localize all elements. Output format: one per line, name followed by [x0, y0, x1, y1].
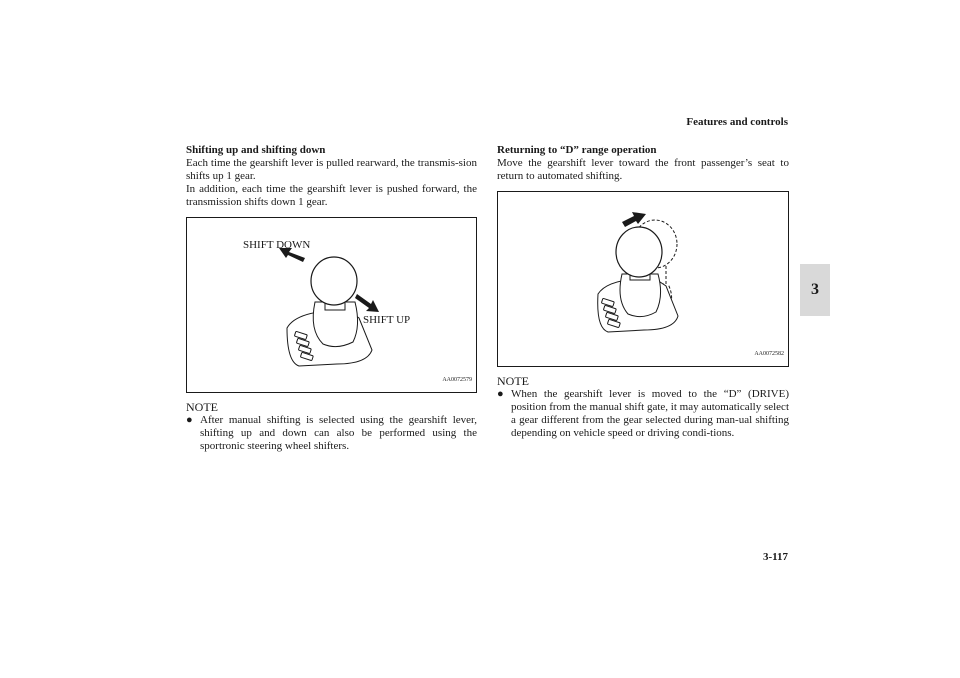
- figure-return-to-d: [497, 191, 789, 367]
- note-item: [497, 388, 789, 440]
- note-text: After manual shifting is selected using the gearshift lever, shifting up and down can also be performed using the sportronic steering wheel shifters.: [200, 414, 477, 452]
- figure-shift-up-down: [186, 217, 477, 393]
- left-column: [186, 144, 477, 453]
- section-heading-shifting: Shifting up and shifting down: [186, 144, 326, 156]
- paragraph: Each time the gearshift lever is pulled rearward, the transmis-sion shifts up 1 gear.: [186, 157, 477, 182]
- gearshift-illustration: [498, 192, 788, 366]
- right-column: [497, 144, 789, 440]
- page-number: 3-117: [762, 551, 788, 563]
- chapter-tab: [800, 264, 830, 316]
- bullet-icon: ●: [497, 388, 504, 400]
- paragraph: In addition, each time the gearshift lever is pushed forward, the transmission shifts down 1 gear.: [186, 183, 477, 208]
- figure-code: AA0072579: [442, 377, 472, 383]
- note-label: NOTE: [497, 374, 529, 388]
- note-label: NOTE: [186, 400, 218, 414]
- paragraph: Move the gearshift lever toward the front passenger’s seat to return to automated shifting.: [497, 157, 789, 182]
- note-item: [186, 414, 477, 453]
- gearshift-illustration: [187, 218, 476, 392]
- section-heading-returning: Returning to “D” range operation: [497, 144, 657, 156]
- running-header: Features and controls: [686, 116, 788, 128]
- label-shift-down: SHIFT DOWN: [243, 239, 311, 251]
- bullet-icon: ●: [186, 414, 193, 426]
- label-shift-up: SHIFT UP: [363, 314, 411, 326]
- figure-code: AA0072582: [754, 351, 784, 357]
- chapter-number: 3: [811, 281, 819, 298]
- note-text: When the gearshift lever is moved to the “D” (DRIVE) position from the manual shift gate, it may automatically select a gear different from the gear selected during man-ual shifting depending on vehicle speed or driving condi-tions.: [511, 388, 789, 439]
